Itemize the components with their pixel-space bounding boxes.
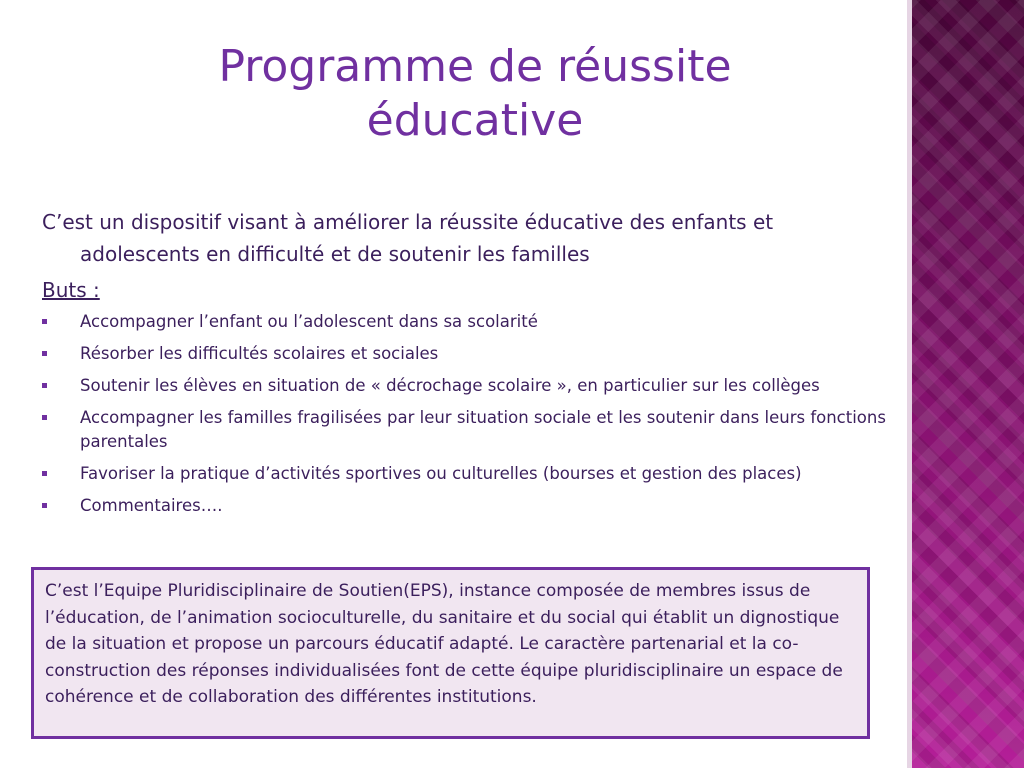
list-item-text: Favoriser la pratique d’activités sportives ou culturelles (bourses et gestion des places) (80, 464, 802, 483)
list-item (42, 494, 892, 518)
title-line-1: Programme de réussite (218, 41, 732, 92)
list-item-text: Soutenir les élèves en situation de « décrochage scolaire », en particulier sur les collèges (80, 376, 820, 395)
buts-list (42, 310, 892, 518)
buts-heading: Buts : (42, 278, 100, 302)
decorative-side-band (912, 0, 1024, 768)
list-item (42, 374, 892, 398)
bullet-icon (42, 415, 47, 420)
list-item (42, 310, 892, 334)
list-item-text: Résorber les difficultés scolaires et sociales (80, 344, 439, 363)
list-item (42, 462, 892, 486)
list-item-text: Accompagner l’enfant ou l’adolescent dans sa scolarité (80, 312, 538, 331)
bullet-icon (42, 351, 47, 356)
list-item-text: Accompagner les familles fragilisées par leur situation sociale et les soutenir dans leurs fonctions parentales (80, 408, 886, 451)
eps-info-text: C’est l’Equipe Pluridisciplinaire de Soutien(EPS), instance composée de membres issus de l’éducation, de l’animation socioculturelle, du sanitaire et du social qui établit un dignostique de la situation et propose un parcours éducatif adapté. Le caractère partenarial et la co-construction des réponses individualisées font de cette équipe pluridisciplinaire un espace de cohérence et de collaboration des différentes institutions. (45, 581, 843, 707)
slide-title (80, 40, 870, 148)
bullet-icon (42, 319, 47, 324)
bullet-icon (42, 383, 47, 388)
intro-paragraph: C’est un dispositif visant à améliorer la réussite éducative des enfants et adolescents en difficulté et de soutenir les familles (42, 210, 774, 266)
bullet-icon (42, 471, 47, 476)
title-line-2: éducative (366, 95, 584, 146)
list-item (42, 342, 892, 366)
list-item (42, 406, 892, 454)
slide-body (42, 206, 892, 526)
list-item-text: Commentaires…. (80, 496, 223, 515)
eps-info-box (31, 567, 870, 739)
bullet-icon (42, 503, 47, 508)
